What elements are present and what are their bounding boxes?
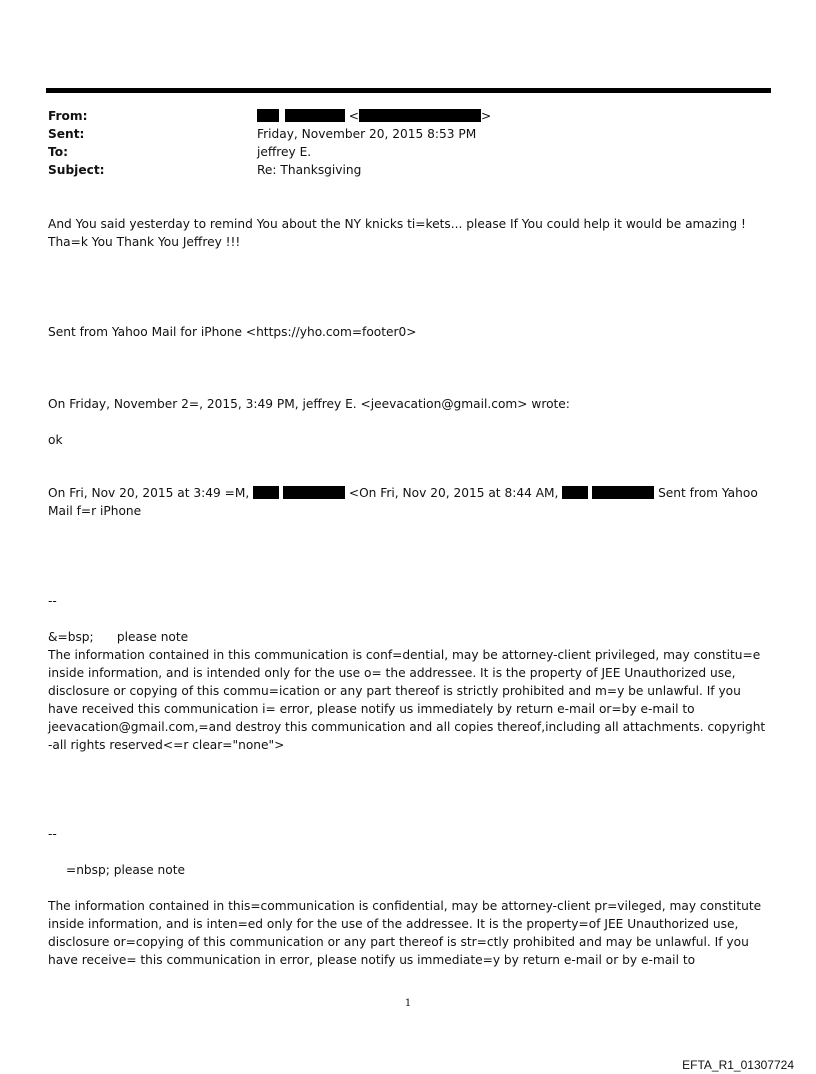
- to-value: jeffrey E.: [257, 145, 312, 159]
- from-value: [257, 107, 491, 125]
- confidentiality-notice: The information contained in this=communication is confidential, may be attorney-client pr=vileged, may constitute inside information, and is inten=ed only for the use of the addressee. It is the property=of JEE Unauthorized use, disclosure or=copying of this communication or any part thereof is str=ctly prohibited and may be unlawful. If you have receive= this communication in error, please notify us immediate=y by return e-mail or by e-mail to: [48, 899, 762, 967]
- note-heading: =nbsp; please note: [66, 863, 186, 877]
- message-line: And You said yesterday to remind You about the NY knicks ti=kets... please If You could help it would be amazing !: [48, 217, 746, 231]
- header-rule: [46, 88, 771, 93]
- reply-ok: ok: [48, 433, 63, 447]
- redaction-block: [359, 109, 481, 122]
- from-label: From:: [48, 109, 88, 123]
- redaction-block: [562, 486, 588, 499]
- sent-label: Sent:: [48, 127, 85, 141]
- sent-value: Friday, November 20, 2015 8:53 PM: [257, 127, 477, 141]
- nested-quote-line: Mail f=r iPhone: [48, 504, 142, 518]
- quote-intro: On Friday, November 2=, 2015, 3:49 PM, jeffrey E. <jeevacation@gmail.com> wrote:: [48, 397, 570, 411]
- redaction-block: [592, 486, 654, 499]
- redaction-block: [253, 486, 279, 499]
- nested-quote-line: On Fri, Nov 20, 2015 at 3:49 =M, <On Fri, Nov 20, 2015 at 8:44 AM, Sent from Yahoo: [48, 486, 758, 500]
- lt-bracket: <: [348, 109, 359, 123]
- confidentiality-notice: The information contained in this communication is conf=dential, may be attorney-client privileged, may constitu=e inside information, and is intended only for the use o= the addressee. It is the property of JEE Unauthorized use, disclosure or copying of this commu=ication or any part thereof is strictly prohibited and m=y be unlawful. If you have received this communication i= error, please notify us immediately by return e-mail or=by e-mail to jeevacation@gmail.com,=and destroy this communication and all copies thereof,including all attachments. copyright -all rights reserved<=r clear="none">: [48, 648, 766, 752]
- separator: --: [48, 594, 57, 608]
- bates-number: EFTA_R1_01307724: [682, 1058, 794, 1072]
- subject-label: Subject:: [48, 163, 105, 177]
- redaction-block: [285, 109, 345, 122]
- separator: --: [48, 827, 57, 841]
- gt-bracket: >: [480, 109, 492, 123]
- message-paragraph: [48, 215, 770, 251]
- to-label: To:: [48, 145, 68, 159]
- redaction-block: [283, 486, 345, 499]
- nested-quote: [48, 484, 770, 520]
- note-heading: &=bsp; please note: [48, 630, 189, 644]
- sent-from-signature: Sent from Yahoo Mail for iPhone <https://yho.com=footer0>: [48, 325, 417, 339]
- message-line: Tha=k You Thank You Jeffrey !!!: [48, 235, 241, 249]
- subject-value: Re: Thanksgiving: [257, 163, 362, 177]
- redaction-block: [257, 109, 279, 122]
- page-number: 1: [404, 998, 412, 1009]
